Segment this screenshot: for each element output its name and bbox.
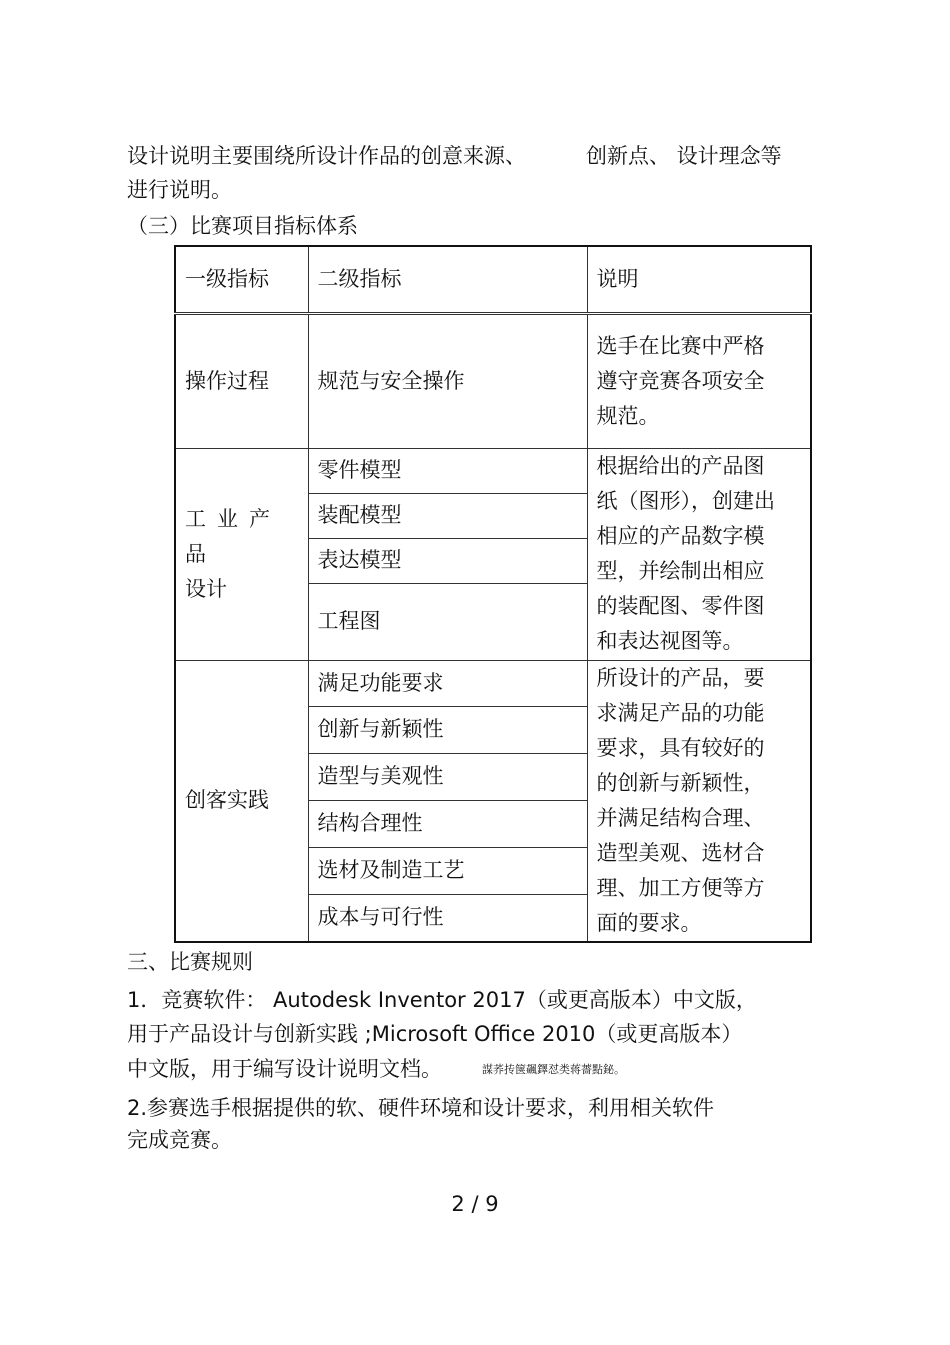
page-number: 2 / 9 xyxy=(451,1192,499,1216)
level2-cell: 零件模型 xyxy=(308,448,587,493)
rules-item1-text: 中文版，用于编写设计说明文档。 xyxy=(127,1057,442,1081)
header-desc: 说明 xyxy=(587,246,811,313)
desc-line: 的装配图、零件图 xyxy=(596,594,765,618)
rules-item2-line2: 完成竞赛。 xyxy=(127,1128,232,1152)
level2-cell: 规范与安全操作 xyxy=(308,313,587,448)
desc-line: 理、加工方便等方 xyxy=(596,875,765,900)
level2-cell: 满足功能要求 xyxy=(308,660,587,706)
header-level1: 一级指标 xyxy=(175,246,308,313)
level2-cell: 造型与美观性 xyxy=(308,753,587,800)
section-heading: （三）比赛项目指标体系 xyxy=(127,214,358,238)
desc-line: 型，并绘制出相应 xyxy=(596,559,765,583)
rules-item1-line1: 1．竞赛软件： Autodesk Inventor 2017（或更高版本）中文版， xyxy=(127,988,757,1012)
level2-cell: 结构合理性 xyxy=(308,800,587,847)
desc-line: 造型美观、选材合 xyxy=(596,840,765,865)
level1-line: 工业产品 xyxy=(185,506,281,566)
level2-cell: 创新与新颖性 xyxy=(308,706,587,753)
desc-line: 求满足产品的功能 xyxy=(596,700,765,725)
desc-line: 所设计的产品，要 xyxy=(596,665,765,690)
table-row xyxy=(175,660,811,706)
intro-text-a: 设计说明主要围绕所设计作品的创意来源、 xyxy=(127,144,526,168)
level2-cell: 表达模型 xyxy=(308,538,587,583)
rules-item2-line1: 2.参赛选手根据提供的软、硬件环境和设计要求，利用相关软件 xyxy=(127,1096,715,1120)
table-header-row xyxy=(175,246,811,313)
desc-line: 遵守竞赛各项安全 xyxy=(596,368,765,393)
level1-cell: 创客实践 xyxy=(175,660,308,942)
level2-cell: 选材及制造工艺 xyxy=(308,847,587,894)
desc-line: 相应的产品数字模 xyxy=(596,524,765,548)
desc-line: 的创新与新颖性， xyxy=(596,770,765,795)
desc-cell xyxy=(587,448,811,660)
level2-cell: 工程图 xyxy=(308,583,587,660)
level1-cell: 操作过程 xyxy=(175,313,308,448)
desc-cell xyxy=(587,660,811,942)
rules-item1-line2: 用于产品设计与创新实践 ;Microsoft Office 2010（或更高版本） xyxy=(127,1022,743,1046)
desc-line: 选手在比赛中严格 xyxy=(596,333,765,358)
rules-heading: 三、比赛规则 xyxy=(127,950,253,974)
desc-cell xyxy=(587,313,811,448)
desc-line: 规范。 xyxy=(596,403,660,428)
intro-line-1 xyxy=(127,142,782,170)
desc-line: 要求，具有较好的 xyxy=(596,735,765,760)
desc-line: 并满足结构合理、 xyxy=(596,805,765,830)
rules-item1-line3 xyxy=(127,1055,625,1084)
level1-line: 设计 xyxy=(185,576,227,601)
table-row xyxy=(175,313,811,448)
desc-line: 和表达视图等。 xyxy=(596,629,744,653)
intro-line-2: 进行说明。 xyxy=(127,178,232,202)
level1-cell xyxy=(175,448,308,660)
noise-text: 謀荞抟箧飆鐸怼类蒋薔點鉍。 xyxy=(482,1063,625,1076)
intro-text-b: 创新点、 设计理念等 xyxy=(586,144,782,168)
metrics-table xyxy=(174,245,812,943)
level2-cell: 装配模型 xyxy=(308,493,587,538)
level2-cell: 成本与可行性 xyxy=(308,894,587,942)
table-row xyxy=(175,448,811,493)
desc-line: 根据给出的产品图 xyxy=(596,454,765,478)
header-level2: 二级指标 xyxy=(308,246,587,313)
desc-line: 面的要求。 xyxy=(596,910,702,935)
desc-line: 纸（图形），创建出 xyxy=(596,489,775,513)
